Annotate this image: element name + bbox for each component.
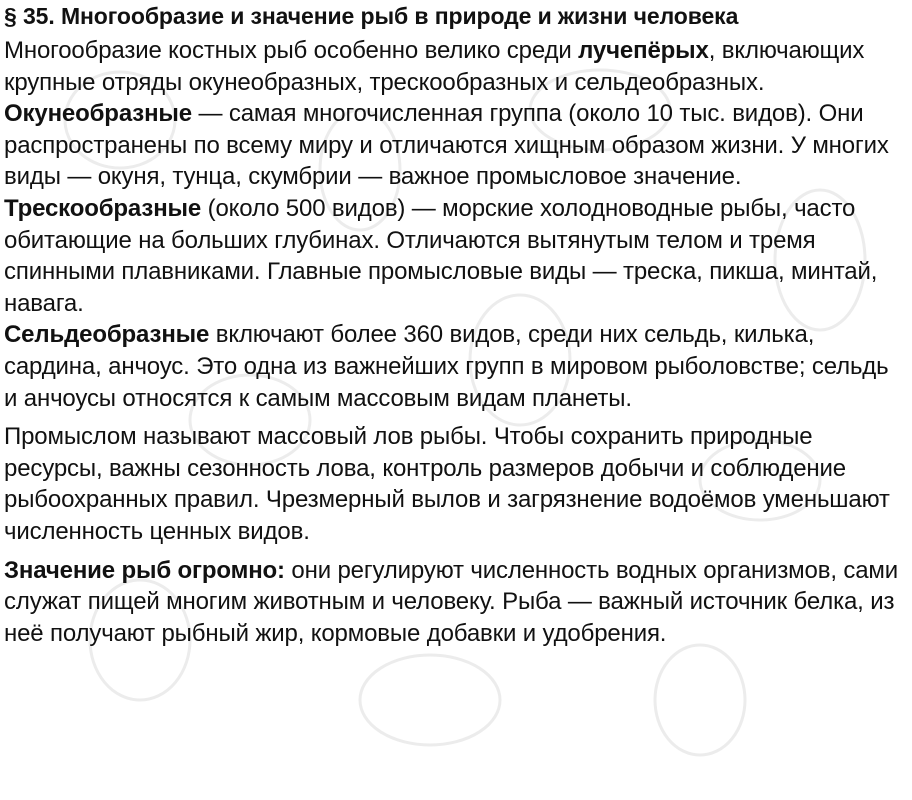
- herring-text: включают более 360 видов, среди них сельдь, килька, сардина, анчоус. Это одна из важнейших групп в мировом рыболовстве; сельдь и анчоусы относятся к самым массовым видам планеты.: [4, 321, 889, 412]
- importance-term: Значение рыб огромно:: [4, 556, 285, 584]
- intro-paragraph: [4, 35, 908, 98]
- fishing-paragraph: [4, 421, 908, 547]
- intro-term: лучепёрых: [578, 37, 709, 64]
- cod-paragraph: [4, 193, 908, 319]
- intro-text-after: , включающих крупные отряды окунеобразных, трескообразных и сельдеобразных.: [4, 37, 865, 96]
- perch-text: — самая многочисленная группа (около 10 тыс. видов). Они распространены по всему миру и отличаются хищным образом жизни. У многих виды — окуня, тунца, скумбрии — важное промысловое значение.: [4, 100, 889, 191]
- cod-text: (около 500 видов) — морские холодноводные рыбы, часто обитающие на больших глубинах. Отличаются вытянутым телом и тремя спинными плавниками. Главные промысловые виды — треска, пикша, минтай, навага.: [4, 194, 878, 317]
- page-title: § 35. Многообразие и значение рыб в природе и жизни человека: [4, 3, 739, 29]
- fishing-text: Промыслом называют массовый лов рыбы. Чтобы сохранить природные ресурсы, важны сезонность лова, контроль размеров добычи и соблюдение рыбоохранных правил. Чрезмерный вылов и загрязнение водоёмов уменьшают численность ценных видов.: [4, 423, 890, 545]
- perch-paragraph: [4, 98, 908, 193]
- cod-term: Трескообразные: [4, 194, 202, 222]
- importance-text: они регулируют численность водных организмов, сами служат пищей многим животным и человеку. Рыба — важный источник белка, из неё получают рыбный жир, кормовые добавки и удобрения.: [4, 556, 899, 647]
- intro-text-before: Многообразие костных рыб особенно велико среди: [4, 37, 579, 64]
- perch-term: Окунеобразные: [4, 100, 192, 128]
- herring-term: Сельдеобразные: [4, 321, 210, 349]
- herring-paragraph: [4, 319, 908, 414]
- importance-paragraph: [4, 555, 908, 650]
